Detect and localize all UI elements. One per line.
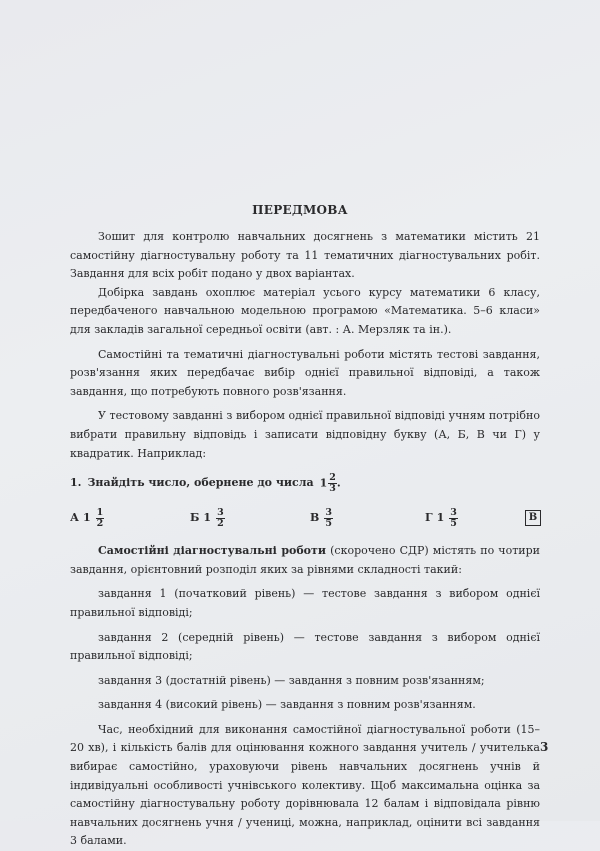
paragraph-timing: Час, необхідний для виконання самостійної діагностувальної роботи (15–20 хв), і кількість балів для оцінювання кожного завдання учитель / учителька вибирає самостійно, ураховуючи рівень навчальних досягнень учнів й індивідуальні особливості учнівського колективу. Щоб максимальна оцінка за самостійну діагностувальну роботу дорівнювала 12 балам і відповідала рівню навчальних досягнень учня / учениці, можна, наприклад, оцінити всі завдання 3 балами. [70, 722, 540, 848]
paragraph-sdr: Самостійні діагностувальні роботи (скорочено СДР) містять по чотири завдання, орієнтовний розподіл яких за рівнями складності такий: [70, 544, 540, 576]
example-mixed-number: 1 $\frac{2}{3}$ . [319, 472, 341, 495]
answer-options [70, 502, 540, 534]
example-number: 1. [70, 476, 82, 490]
paragraph-task-types: Самостійні та тематичні діагностувальні роботи містять тестові завдання, розв'язання яких передбачає вибір однієї правильної відповіді, а також завдання, що потребують повного розв'язання. [70, 347, 540, 398]
level-item: завдання 4 (високий рівень) — завдання з повним розв'язанням. [98, 698, 476, 712]
paragraph-test-instructions: У тестовому завданні з вибором однієї правильної відповіді учням потрібно вибрати правильну відповідь і записати відповідну букву (А, Б, В чи Г) у квадратик. Наприклад: [70, 409, 540, 460]
page-body [70, 228, 540, 851]
example-text: Знайдіть число, обернене до числа [87, 476, 314, 490]
paragraph-intro: Зошит для контролю навчальних досягнень з математики містить 21 самостійну діагностувальну роботу та 11 тематичних діагностувальних робіт. Завдання для всіх робіт подано у двох варіантах. [70, 230, 540, 281]
level-item: завдання 3 (достатній рівень) — завдання з повним розв'язанням; [98, 673, 485, 687]
page-title: ПЕРЕДМОВА [252, 203, 348, 217]
level-item: завдання 2 (середній рівень) — тестове завдання з вибором однієї правильної відповіді; [70, 630, 540, 663]
answer-box: В [525, 510, 541, 526]
bleed-through-text [40, 40, 580, 190]
level-item: завдання 1 (початковий рівень) — тестове завдання з вибором однієї правильної відповіді; [70, 587, 540, 619]
option-b: Б 1 $\frac{3}{2}$ [190, 506, 224, 529]
option-v: В $\frac{3}{5}$ [310, 506, 332, 529]
option-g: Г 1 $\frac{3}{5}$ [425, 506, 457, 529]
page-number: 3 [540, 740, 549, 754]
paragraph-scope: Добірка завдань охоплює матеріал усього курсу математики 6 класу, передбаченого навчальною модельною програмою «Математика. 5–6 класи» для закладів загальної середньої освіти (авт. : А. Мерзляк та ін.). [70, 285, 540, 336]
example-question [70, 473, 540, 494]
option-a: А 1 $\frac{1}{2}$ [70, 506, 104, 529]
